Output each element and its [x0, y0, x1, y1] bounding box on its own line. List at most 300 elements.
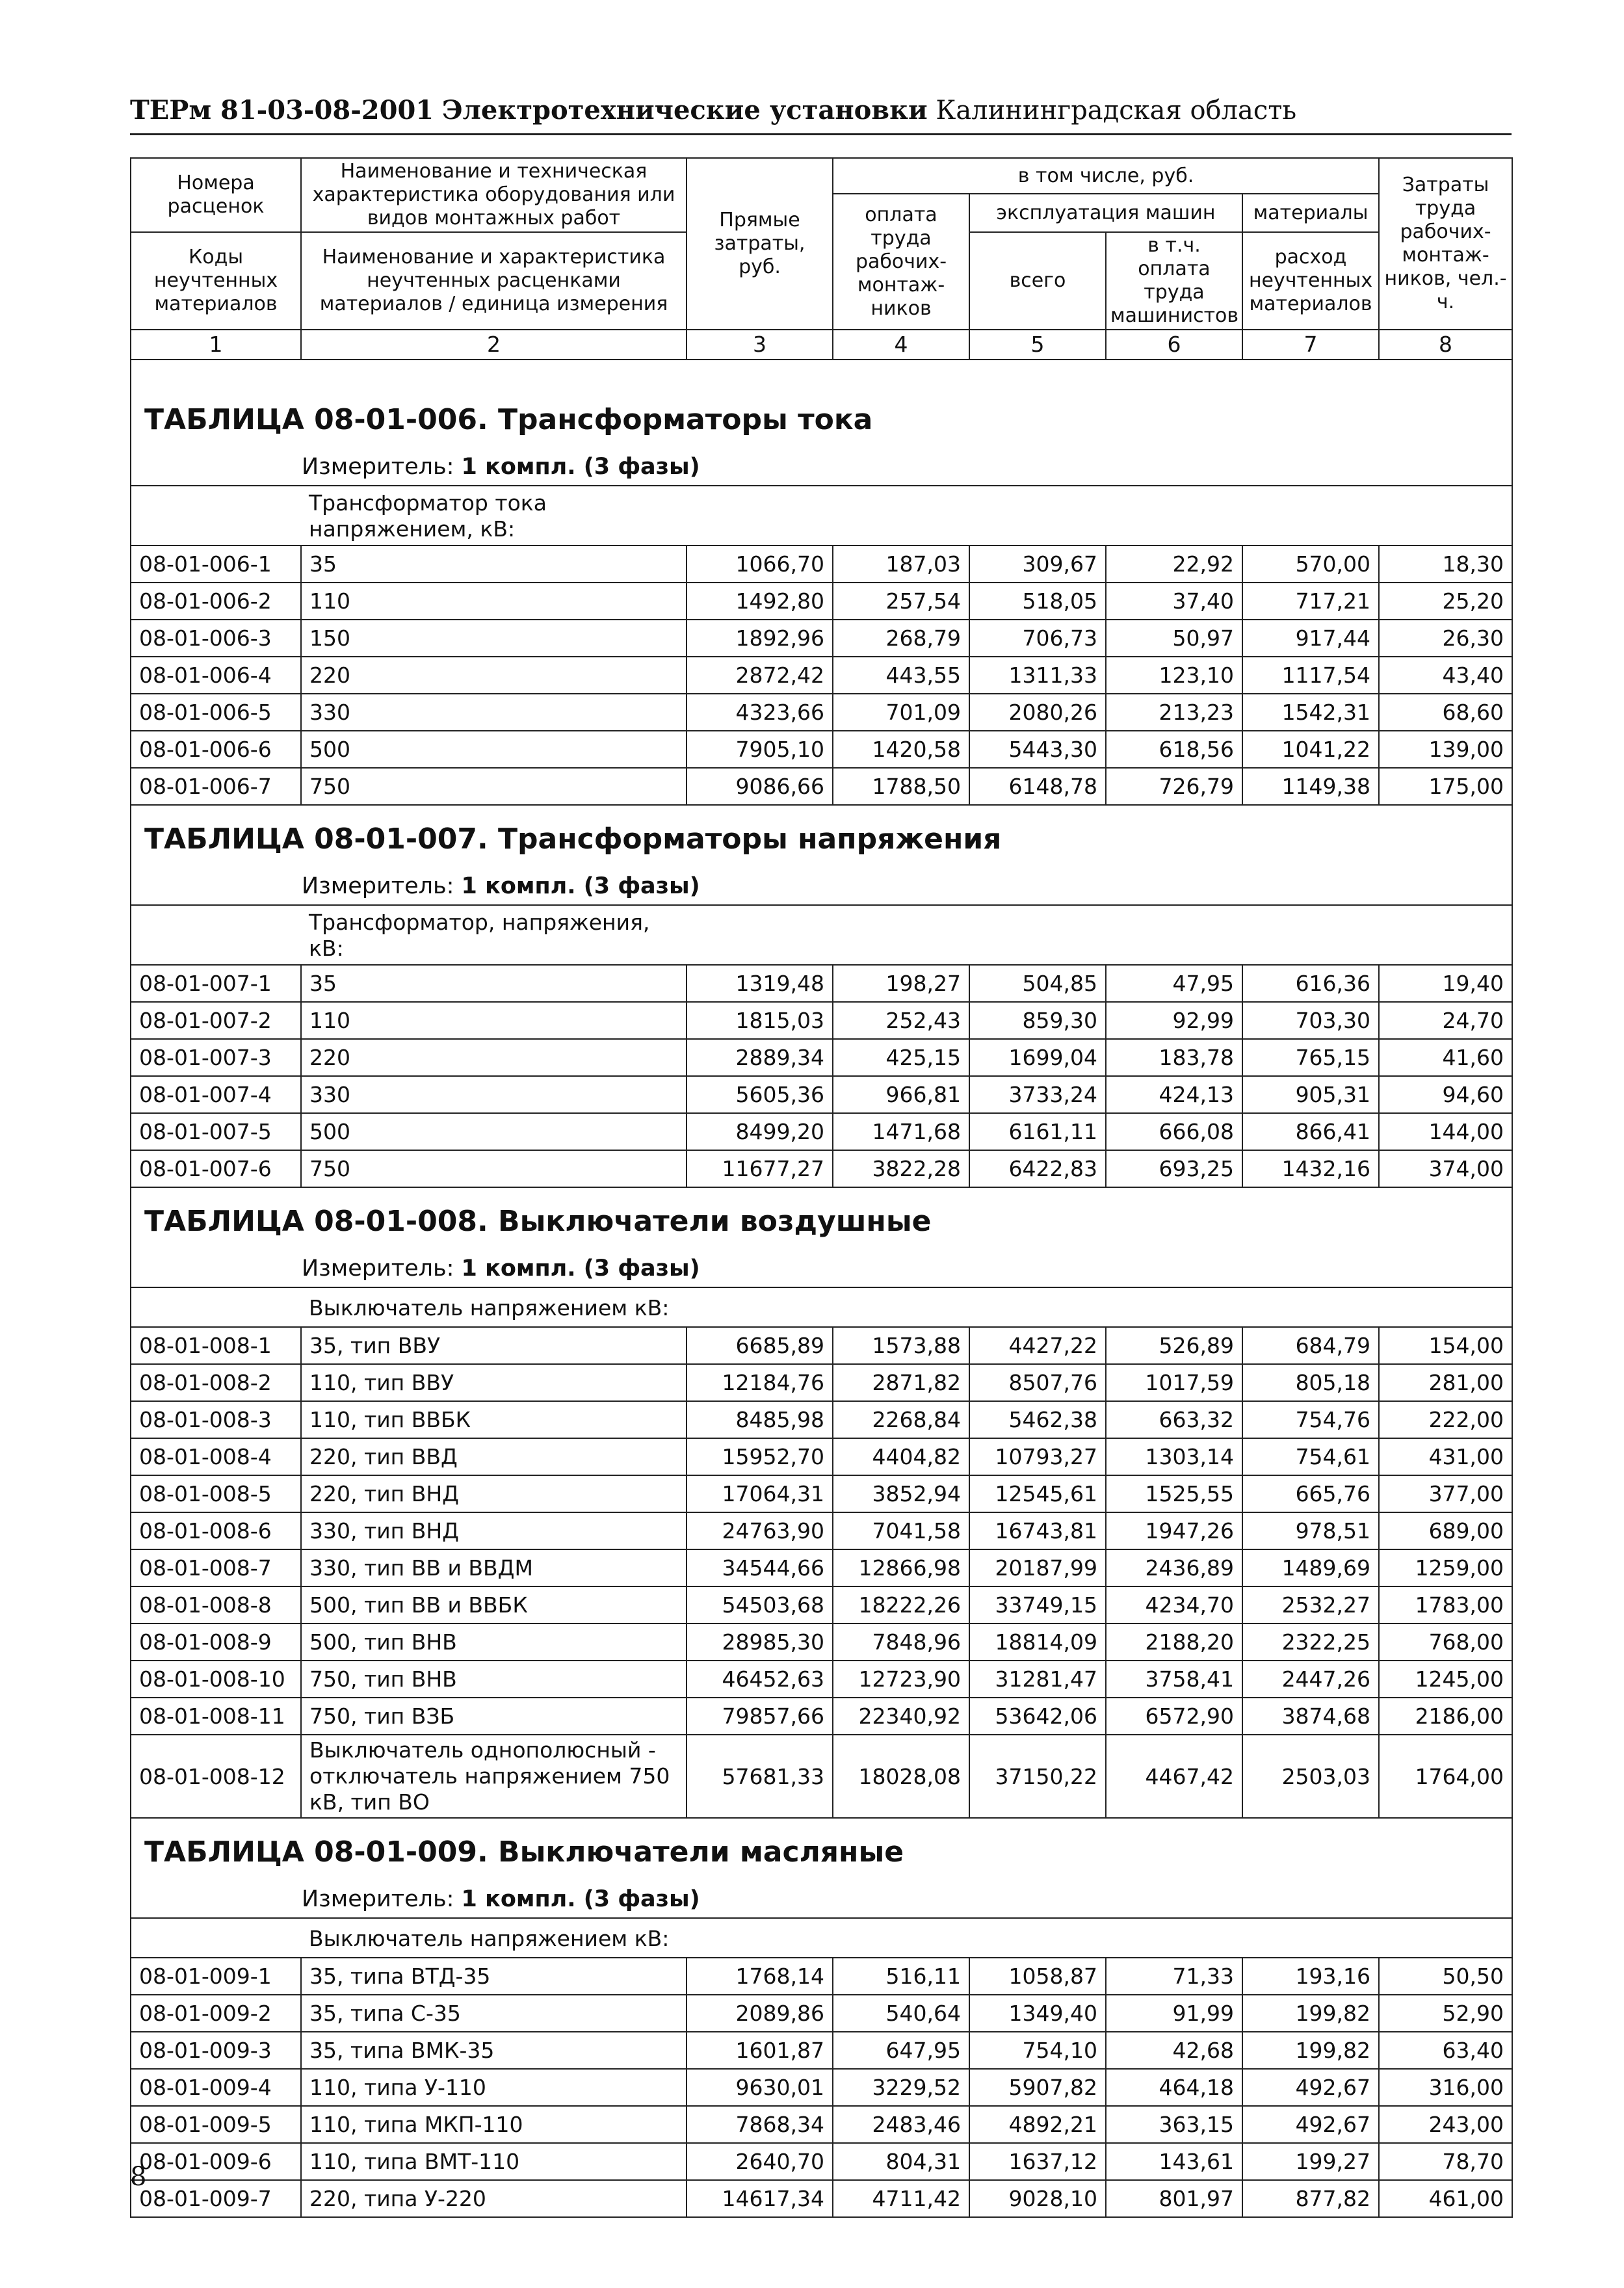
value-c6: 143,61: [1106, 2143, 1242, 2180]
value-c3: 1319,48: [687, 965, 833, 1002]
value-c4: 425,15: [833, 1039, 969, 1076]
value-c7: 199,82: [1242, 1995, 1379, 2032]
intro-blank-cell: [687, 1918, 1512, 1958]
table-row: [131, 1735, 1512, 1818]
value-c7: 2532,27: [1242, 1586, 1379, 1624]
head-c2-top: Наименование и техническая характеристика оборудования или видов монтажных работ: [301, 158, 687, 232]
rate-name: 110, типа ВМТ-110: [301, 2143, 687, 2180]
value-c7: 199,27: [1242, 2143, 1379, 2180]
rate-code: 08-01-007-6: [131, 1150, 301, 1187]
rate-code: 08-01-006-3: [131, 620, 301, 657]
rate-name: 330: [301, 1076, 687, 1113]
rate-name: 750, тип ВЗБ: [301, 1698, 687, 1735]
value-c7: 754,76: [1242, 1401, 1379, 1438]
value-c4: 252,43: [833, 1002, 969, 1039]
intro-code-cell: [131, 1918, 301, 1958]
measure-row: [131, 1881, 1512, 1918]
document-code: ТЕРм 81-03-08-2001: [130, 95, 434, 125]
intro-code-cell: [131, 905, 301, 965]
rate-name: 500, тип ВНВ: [301, 1624, 687, 1661]
value-c5: 31281,47: [969, 1661, 1106, 1698]
value-c7: 1432,16: [1242, 1150, 1379, 1187]
value-c3: 2640,70: [687, 2143, 833, 2180]
value-c4: 187,03: [833, 546, 969, 583]
measure-value: 1 компл. (3 фазы): [461, 873, 700, 899]
value-c8: 281,00: [1379, 1364, 1512, 1401]
document-header: [130, 94, 1495, 127]
value-c7: 877,82: [1242, 2180, 1379, 2217]
value-c4: 4404,82: [833, 1438, 969, 1475]
value-c3: 8499,20: [687, 1113, 833, 1150]
head-c8: Затраты труда рабочих-монтаж-ников, чел.-ч.: [1379, 158, 1512, 330]
measure-line: [131, 449, 1512, 486]
table-row: [131, 1661, 1512, 1698]
value-c8: 154,00: [1379, 1327, 1512, 1364]
value-c8: 52,90: [1379, 1995, 1512, 2032]
rate-name: Выключатель однополюсный - отключатель напряжением 750 кВ, тип ВО: [301, 1735, 687, 1818]
rate-name: 330, тип ВВ и ВВДМ: [301, 1549, 687, 1586]
value-c8: 689,00: [1379, 1512, 1512, 1549]
value-c6: 6572,90: [1106, 1698, 1242, 1735]
value-c6: 92,99: [1106, 1002, 1242, 1039]
rate-name: 110, тип ВВУ: [301, 1364, 687, 1401]
rate-name: 500: [301, 731, 687, 768]
value-c6: 4467,42: [1106, 1735, 1242, 1818]
table-title: ТАБЛИЦА 08-01-009. Выключатели масляные: [131, 1818, 1512, 1881]
value-c7: 765,15: [1242, 1039, 1379, 1076]
table-row: [131, 620, 1512, 657]
measure-line: [131, 1250, 1512, 1287]
value-c8: 144,00: [1379, 1113, 1512, 1150]
table-row: [131, 1586, 1512, 1624]
value-c8: 139,00: [1379, 731, 1512, 768]
value-c7: 1489,69: [1242, 1549, 1379, 1586]
table-row: [131, 1549, 1512, 1586]
intro-text: Выключатель напряжением кВ:: [301, 1918, 687, 1958]
head-c3: Прямые затраты, руб.: [687, 158, 833, 330]
intro-row: [131, 1918, 1512, 1958]
table-title: ТАБЛИЦА 08-01-008. Выключатели воздушные: [131, 1187, 1512, 1250]
value-c3: 1892,96: [687, 620, 833, 657]
table-row: [131, 1995, 1512, 2032]
value-c8: 222,00: [1379, 1401, 1512, 1438]
rate-name: 330, тип ВНД: [301, 1512, 687, 1549]
value-c8: 18,30: [1379, 546, 1512, 583]
value-c7: 616,36: [1242, 965, 1379, 1002]
table-row: [131, 1002, 1512, 1039]
value-c5: 53642,06: [969, 1698, 1106, 1735]
value-c6: 666,08: [1106, 1113, 1242, 1150]
value-c5: 12545,61: [969, 1475, 1106, 1512]
value-c3: 11677,27: [687, 1150, 833, 1187]
value-c5: 1699,04: [969, 1039, 1106, 1076]
value-c5: 4427,22: [969, 1327, 1106, 1364]
value-c5: 6422,83: [969, 1150, 1106, 1187]
value-c8: 25,20: [1379, 583, 1512, 620]
value-c7: 805,18: [1242, 1364, 1379, 1401]
rates-table: [130, 157, 1513, 2218]
value-c7: 570,00: [1242, 546, 1379, 583]
value-c3: 2872,42: [687, 657, 833, 694]
intro-row: [131, 1287, 1512, 1327]
value-c3: 4323,66: [687, 694, 833, 731]
table-row: [131, 2032, 1512, 2069]
value-c6: 424,13: [1106, 1076, 1242, 1113]
column-index: 7: [1242, 330, 1379, 360]
value-c5: 504,85: [969, 965, 1106, 1002]
table-row: [131, 1624, 1512, 1661]
value-c7: 2503,03: [1242, 1735, 1379, 1818]
value-c3: 8485,98: [687, 1401, 833, 1438]
value-c4: 443,55: [833, 657, 969, 694]
value-c6: 1947,26: [1106, 1512, 1242, 1549]
spacer-cell: [131, 360, 1512, 386]
value-c3: 14617,34: [687, 2180, 833, 2217]
value-c3: 9086,66: [687, 768, 833, 805]
value-c4: 257,54: [833, 583, 969, 620]
table-row: [131, 2143, 1512, 2180]
head-machines: эксплуатация машин: [969, 194, 1242, 232]
rate-code: 08-01-008-12: [131, 1735, 301, 1818]
value-c5: 8507,76: [969, 1364, 1106, 1401]
rate-name: 500: [301, 1113, 687, 1150]
measure-value: 1 компл. (3 фазы): [461, 1256, 700, 1282]
value-c5: 5462,38: [969, 1401, 1106, 1438]
table-row: [131, 1039, 1512, 1076]
value-c3: 46452,63: [687, 1661, 833, 1698]
value-c4: 18222,26: [833, 1586, 969, 1624]
rate-code: 08-01-007-3: [131, 1039, 301, 1076]
rate-name: 110, тип ВВБК: [301, 1401, 687, 1438]
document-region: Калининградская область: [936, 96, 1297, 125]
value-c8: 63,40: [1379, 2032, 1512, 2069]
rate-code: 08-01-008-7: [131, 1549, 301, 1586]
value-c7: 1117,54: [1242, 657, 1379, 694]
value-c5: 1058,87: [969, 1958, 1106, 1995]
intro-text: Выключатель напряжением кВ:: [301, 1287, 687, 1327]
measure-line: [131, 868, 1512, 905]
value-c3: 9630,01: [687, 2069, 833, 2106]
rate-code: 08-01-008-8: [131, 1586, 301, 1624]
value-c6: 801,97: [1106, 2180, 1242, 2217]
value-c6: 4234,70: [1106, 1586, 1242, 1624]
table-title-row: [131, 805, 1512, 868]
value-c7: 193,16: [1242, 1958, 1379, 1995]
rate-code: 08-01-009-1: [131, 1958, 301, 1995]
value-c3: 15952,70: [687, 1438, 833, 1475]
rate-name: 35: [301, 546, 687, 583]
value-c8: 41,60: [1379, 1039, 1512, 1076]
value-c6: 1525,55: [1106, 1475, 1242, 1512]
column-index: 8: [1379, 330, 1512, 360]
value-c4: 647,95: [833, 2032, 969, 2069]
value-c4: 22340,92: [833, 1698, 969, 1735]
table-row: [131, 657, 1512, 694]
value-c7: 2447,26: [1242, 1661, 1379, 1698]
value-c4: 268,79: [833, 620, 969, 657]
value-c6: 2436,89: [1106, 1549, 1242, 1586]
value-c6: 213,23: [1106, 694, 1242, 731]
value-c5: 6148,78: [969, 768, 1106, 805]
value-c7: 2322,25: [1242, 1624, 1379, 1661]
value-c5: 3733,24: [969, 1076, 1106, 1113]
rate-code: 08-01-006-6: [131, 731, 301, 768]
value-c4: 4711,42: [833, 2180, 969, 2217]
value-c6: 123,10: [1106, 657, 1242, 694]
table-title: ТАБЛИЦА 08-01-006. Трансформаторы тока: [131, 386, 1512, 449]
column-index: 2: [301, 330, 687, 360]
rate-name: 220, тип ВВД: [301, 1438, 687, 1475]
value-c5: 20187,99: [969, 1549, 1106, 1586]
rate-name: 750: [301, 768, 687, 805]
measure-label: Измеритель:: [302, 454, 454, 480]
rate-name: 35, тип ВВУ: [301, 1327, 687, 1364]
value-c7: 703,30: [1242, 1002, 1379, 1039]
value-c6: 91,99: [1106, 1995, 1242, 2032]
value-c6: 693,25: [1106, 1150, 1242, 1187]
value-c4: 540,64: [833, 1995, 969, 2032]
table-row: [131, 1512, 1512, 1549]
measure-label: Измеритель:: [302, 873, 454, 899]
value-c7: 684,79: [1242, 1327, 1379, 1364]
head-c1-top: Номера расценок: [131, 158, 301, 232]
value-c8: 1764,00: [1379, 1735, 1512, 1818]
value-c8: 68,60: [1379, 694, 1512, 731]
value-c3: 24763,90: [687, 1512, 833, 1549]
value-c5: 1311,33: [969, 657, 1106, 694]
table-body: [131, 360, 1512, 2217]
rate-code: 08-01-006-5: [131, 694, 301, 731]
value-c8: 374,00: [1379, 1150, 1512, 1187]
rate-name: 330: [301, 694, 687, 731]
table-row: [131, 1438, 1512, 1475]
rate-code: 08-01-008-4: [131, 1438, 301, 1475]
value-c5: 754,10: [969, 2032, 1106, 2069]
value-c4: 1420,58: [833, 731, 969, 768]
value-c8: 1783,00: [1379, 1586, 1512, 1624]
table-row: [131, 965, 1512, 1002]
rate-code: 08-01-007-2: [131, 1002, 301, 1039]
table-title-row: [131, 1187, 1512, 1250]
value-c6: 526,89: [1106, 1327, 1242, 1364]
intro-code-cell: [131, 486, 301, 546]
value-c4: 966,81: [833, 1076, 969, 1113]
value-c8: 43,40: [1379, 657, 1512, 694]
intro-row: [131, 486, 1512, 546]
rate-code: 08-01-008-3: [131, 1401, 301, 1438]
measure-value: 1 компл. (3 фазы): [461, 1886, 700, 1912]
table-row: [131, 2069, 1512, 2106]
value-c3: 1601,87: [687, 2032, 833, 2069]
value-c4: 7848,96: [833, 1624, 969, 1661]
rate-code: 08-01-008-10: [131, 1661, 301, 1698]
value-c5: 309,67: [969, 546, 1106, 583]
table-row: [131, 1327, 1512, 1364]
measure-line: [131, 1881, 1512, 1918]
value-c7: 199,82: [1242, 2032, 1379, 2069]
value-c3: 1492,80: [687, 583, 833, 620]
value-c7: 1149,38: [1242, 768, 1379, 805]
rate-code: 08-01-007-5: [131, 1113, 301, 1150]
measure-row: [131, 1250, 1512, 1287]
value-c4: 2871,82: [833, 1364, 969, 1401]
value-c6: 464,18: [1106, 2069, 1242, 2106]
value-c3: 7868,34: [687, 2106, 833, 2143]
measure-label: Измеритель:: [302, 1256, 454, 1282]
table-row: [131, 1076, 1512, 1113]
value-c4: 2268,84: [833, 1401, 969, 1438]
rate-code: 08-01-009-7: [131, 2180, 301, 2217]
value-c3: 79857,66: [687, 1698, 833, 1735]
value-c6: 663,32: [1106, 1401, 1242, 1438]
rate-name: 220, типа У-220: [301, 2180, 687, 2217]
value-c4: 3822,28: [833, 1150, 969, 1187]
table-row: [131, 1150, 1512, 1187]
value-c7: 3874,68: [1242, 1698, 1379, 1735]
value-c4: 804,31: [833, 2143, 969, 2180]
value-c8: 78,70: [1379, 2143, 1512, 2180]
head-materials: материалы: [1242, 194, 1379, 232]
value-c6: 1017,59: [1106, 1364, 1242, 1401]
value-c5: 18814,09: [969, 1624, 1106, 1661]
rate-code: 08-01-006-7: [131, 768, 301, 805]
value-c3: 1768,14: [687, 1958, 833, 1995]
intro-code-cell: [131, 1287, 301, 1327]
rate-code: 08-01-007-1: [131, 965, 301, 1002]
value-c3: 28985,30: [687, 1624, 833, 1661]
value-c4: 12866,98: [833, 1549, 969, 1586]
value-c4: 1788,50: [833, 768, 969, 805]
rate-name: 110: [301, 1002, 687, 1039]
value-c4: 7041,58: [833, 1512, 969, 1549]
value-c8: 94,60: [1379, 1076, 1512, 1113]
value-c3: 6685,89: [687, 1327, 833, 1364]
value-c8: 243,00: [1379, 2106, 1512, 2143]
column-index-row: [131, 330, 1512, 360]
value-c5: 1349,40: [969, 1995, 1106, 2032]
value-c8: 2186,00: [1379, 1698, 1512, 1735]
head-row-1: [131, 158, 1512, 194]
table-title-row: [131, 1818, 1512, 1881]
column-index: 3: [687, 330, 833, 360]
value-c6: 37,40: [1106, 583, 1242, 620]
value-c7: 492,67: [1242, 2069, 1379, 2106]
value-c4: 18028,08: [833, 1735, 969, 1818]
value-c5: 518,05: [969, 583, 1106, 620]
document-title: Электротехнические установки: [441, 95, 928, 125]
value-c5: 37150,22: [969, 1735, 1106, 1818]
value-c5: 5907,82: [969, 2069, 1106, 2106]
rate-code: 08-01-009-2: [131, 1995, 301, 2032]
rate-name: 220, тип ВНД: [301, 1475, 687, 1512]
rate-name: 750: [301, 1150, 687, 1187]
value-c4: 516,11: [833, 1958, 969, 1995]
value-c6: 42,68: [1106, 2032, 1242, 2069]
rate-name: 110, типа У-110: [301, 2069, 687, 2106]
intro-blank-cell: [687, 1287, 1512, 1327]
value-c8: 431,00: [1379, 1438, 1512, 1475]
value-c4: 3852,94: [833, 1475, 969, 1512]
intro-text: Трансформатор, напряжения, кВ:: [301, 905, 687, 965]
value-c8: 1245,00: [1379, 1661, 1512, 1698]
value-c8: 19,40: [1379, 965, 1512, 1002]
value-c3: 12184,76: [687, 1364, 833, 1401]
value-c5: 4892,21: [969, 2106, 1106, 2143]
value-c4: 1471,68: [833, 1113, 969, 1150]
head-c5: всего: [969, 232, 1106, 330]
value-c4: 1573,88: [833, 1327, 969, 1364]
rate-code: 08-01-009-3: [131, 2032, 301, 2069]
value-c7: 978,51: [1242, 1512, 1379, 1549]
intro-blank-cell: [687, 486, 1512, 546]
table-row: [131, 1113, 1512, 1150]
value-c8: 316,00: [1379, 2069, 1512, 2106]
rate-code: 08-01-006-2: [131, 583, 301, 620]
value-c4: 3229,52: [833, 2069, 969, 2106]
value-c5: 16743,81: [969, 1512, 1106, 1549]
value-c6: 726,79: [1106, 768, 1242, 805]
rate-name: 35: [301, 965, 687, 1002]
value-c3: 1815,03: [687, 1002, 833, 1039]
column-index: 4: [833, 330, 969, 360]
measure-row: [131, 868, 1512, 905]
value-c7: 917,44: [1242, 620, 1379, 657]
table-row: [131, 694, 1512, 731]
table-row: [131, 731, 1512, 768]
value-c3: 57681,33: [687, 1735, 833, 1818]
column-index: 6: [1106, 330, 1242, 360]
rate-name: 35, типа ВТД-35: [301, 1958, 687, 1995]
value-c8: 175,00: [1379, 768, 1512, 805]
value-c3: 1066,70: [687, 546, 833, 583]
value-c6: 1303,14: [1106, 1438, 1242, 1475]
value-c3: 34544,66: [687, 1549, 833, 1586]
value-c5: 2080,26: [969, 694, 1106, 731]
value-c7: 866,41: [1242, 1113, 1379, 1150]
head-c2-bottom: Наименование и характеристика неучтенных расценками материалов / единица измерения: [301, 232, 687, 330]
header-rule: [130, 133, 1512, 135]
rate-name: 35, типа ВМК-35: [301, 2032, 687, 2069]
value-c5: 859,30: [969, 1002, 1106, 1039]
value-c5: 5443,30: [969, 731, 1106, 768]
value-c7: 905,31: [1242, 1076, 1379, 1113]
value-c8: 461,00: [1379, 2180, 1512, 2217]
value-c6: 50,97: [1106, 620, 1242, 657]
value-c4: 12723,90: [833, 1661, 969, 1698]
value-c3: 17064,31: [687, 1475, 833, 1512]
table-title: ТАБЛИЦА 08-01-007. Трансформаторы напряжения: [131, 805, 1512, 868]
rate-name: 35, типа С-35: [301, 1995, 687, 2032]
value-c3: 2089,86: [687, 1995, 833, 2032]
rate-code: 08-01-006-1: [131, 546, 301, 583]
rate-name: 500, тип ВВ и ВВБК: [301, 1586, 687, 1624]
rate-code: 08-01-008-2: [131, 1364, 301, 1401]
value-c7: 492,67: [1242, 2106, 1379, 2143]
value-c5: 1637,12: [969, 2143, 1106, 2180]
value-c4: 701,09: [833, 694, 969, 731]
rate-name: 150: [301, 620, 687, 657]
value-c5: 9028,10: [969, 2180, 1106, 2217]
head-c7: расход неучтенных материалов: [1242, 232, 1379, 330]
page-number: 8: [130, 2162, 147, 2192]
table-row: [131, 768, 1512, 805]
intro-row: [131, 905, 1512, 965]
rate-code: 08-01-008-6: [131, 1512, 301, 1549]
value-c4: 198,27: [833, 965, 969, 1002]
rate-name: 110, типа МКП-110: [301, 2106, 687, 2143]
intro-text: Трансформатор тока напряжением, кВ:: [301, 486, 687, 546]
value-c6: 2188,20: [1106, 1624, 1242, 1661]
